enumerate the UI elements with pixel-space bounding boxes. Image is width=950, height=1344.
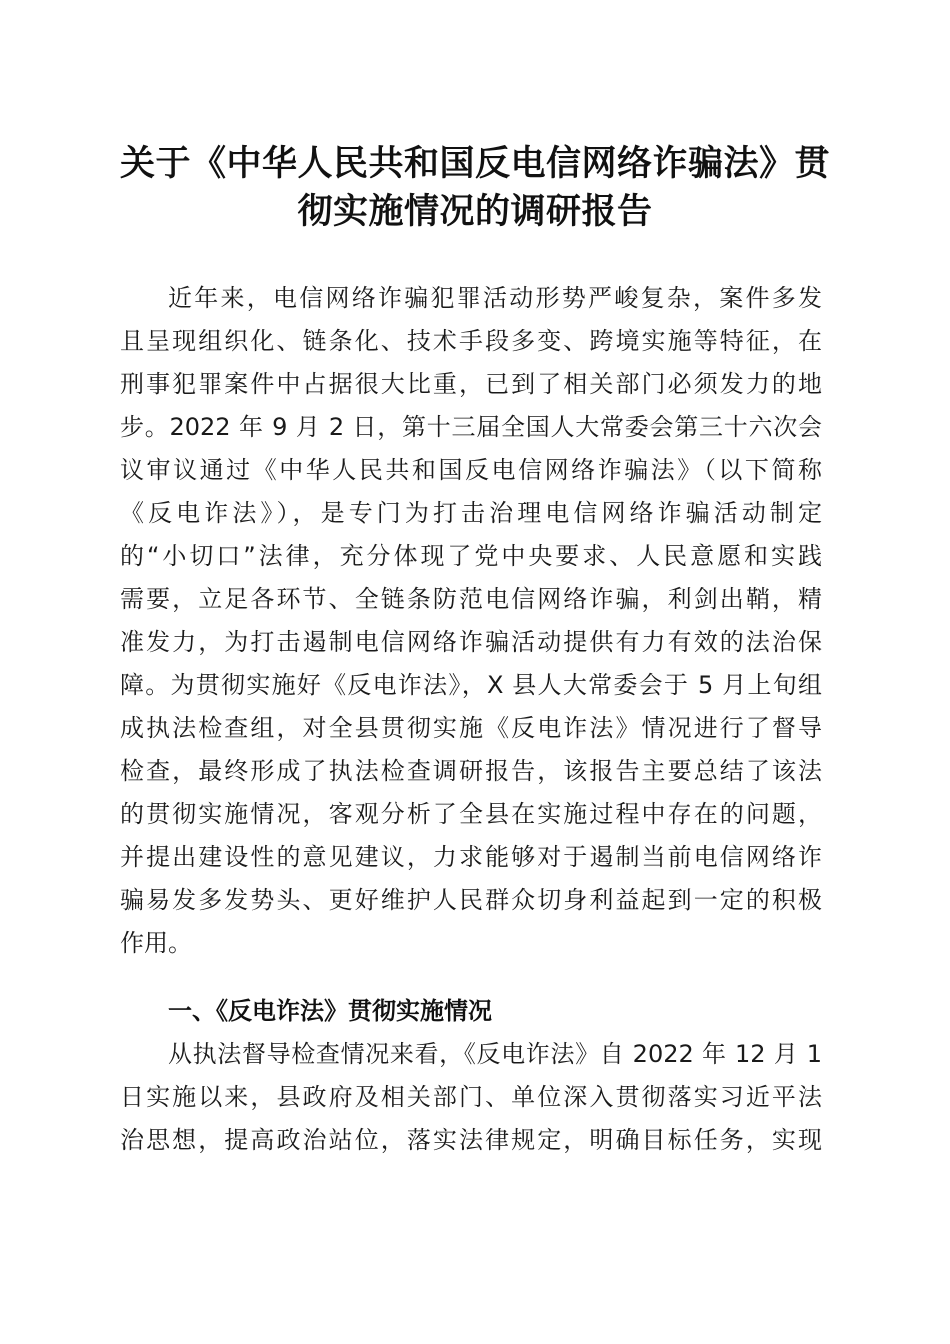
paragraph-line: 作用。 bbox=[120, 929, 192, 957]
document-title-line-2: 彻实施情况的调研报告 bbox=[297, 191, 653, 232]
paragraph-line: 日实施以来，县政府及相关部门、单位深入贯彻落实习近平法 bbox=[120, 1083, 822, 1111]
paragraph-line: 刑事犯罪案件中占据很大比重，已到了相关部门必须发力的地 bbox=[120, 370, 822, 398]
paragraph-line: 检查，最终形成了执法检查调研报告，该报告主要总结了该法 bbox=[120, 757, 822, 785]
paragraph-line: 从执法督导检查情况来看，《反电诈法》自 2022 年 12 月 1 bbox=[168, 1040, 822, 1068]
paragraph-line: 的“小切口”法律，充分体现了党中央要求、人民意愿和实践 bbox=[120, 542, 822, 570]
section-heading: 一、《反电诈法》贯彻实施情况 bbox=[168, 997, 492, 1025]
paragraph-line: 的贯彻实施情况，客观分析了全县在实施过程中存在的问题， bbox=[120, 800, 822, 828]
paragraph-line: 需要，立足各环节、全链条防范电信网络诈骗，利剑出鞘，精 bbox=[120, 585, 822, 613]
paragraph-line: 议审议通过《中华人民共和国反电信网络诈骗法》（以下简称 bbox=[120, 456, 822, 484]
paragraph-line: 步。2022 年 9 月 2 日，第十三届全国人大常委会第三十六次会 bbox=[120, 413, 822, 441]
paragraph-line: 并提出建设性的意见建议，力求能够对于遏制当前电信网络诈 bbox=[120, 843, 822, 871]
paragraph-line: 近年来，电信网络诈骗犯罪活动形势严峻复杂，案件多发 bbox=[168, 284, 822, 312]
paragraph-line: 成执法检查组，对全县贯彻实施《反电诈法》情况进行了督导 bbox=[120, 714, 822, 742]
paragraph-line: 障。为贯彻实施好《反电诈法》，X 县人大常委会于 5 月上旬组 bbox=[120, 671, 822, 699]
paragraph-line: 骗易发多发势头、更好维护人民群众切身利益起到一定的积极 bbox=[120, 886, 822, 914]
document-title-line-1: 关于《中华人民共和国反电信网络诈骗法》贯 bbox=[119, 143, 830, 184]
paragraph-line: 且呈现组织化、链条化、技术手段多变、跨境实施等特征，在 bbox=[120, 327, 822, 355]
paragraph-line: 准发力，为打击遏制电信网络诈骗活动提供有力有效的法治保 bbox=[120, 628, 822, 656]
paragraph-line: 治思想，提高政治站位，落实法律规定，明确目标任务，实现 bbox=[120, 1126, 822, 1154]
paragraph-line: 《反电诈法》），是专门为打击治理电信网络诈骗活动制定 bbox=[120, 499, 822, 527]
